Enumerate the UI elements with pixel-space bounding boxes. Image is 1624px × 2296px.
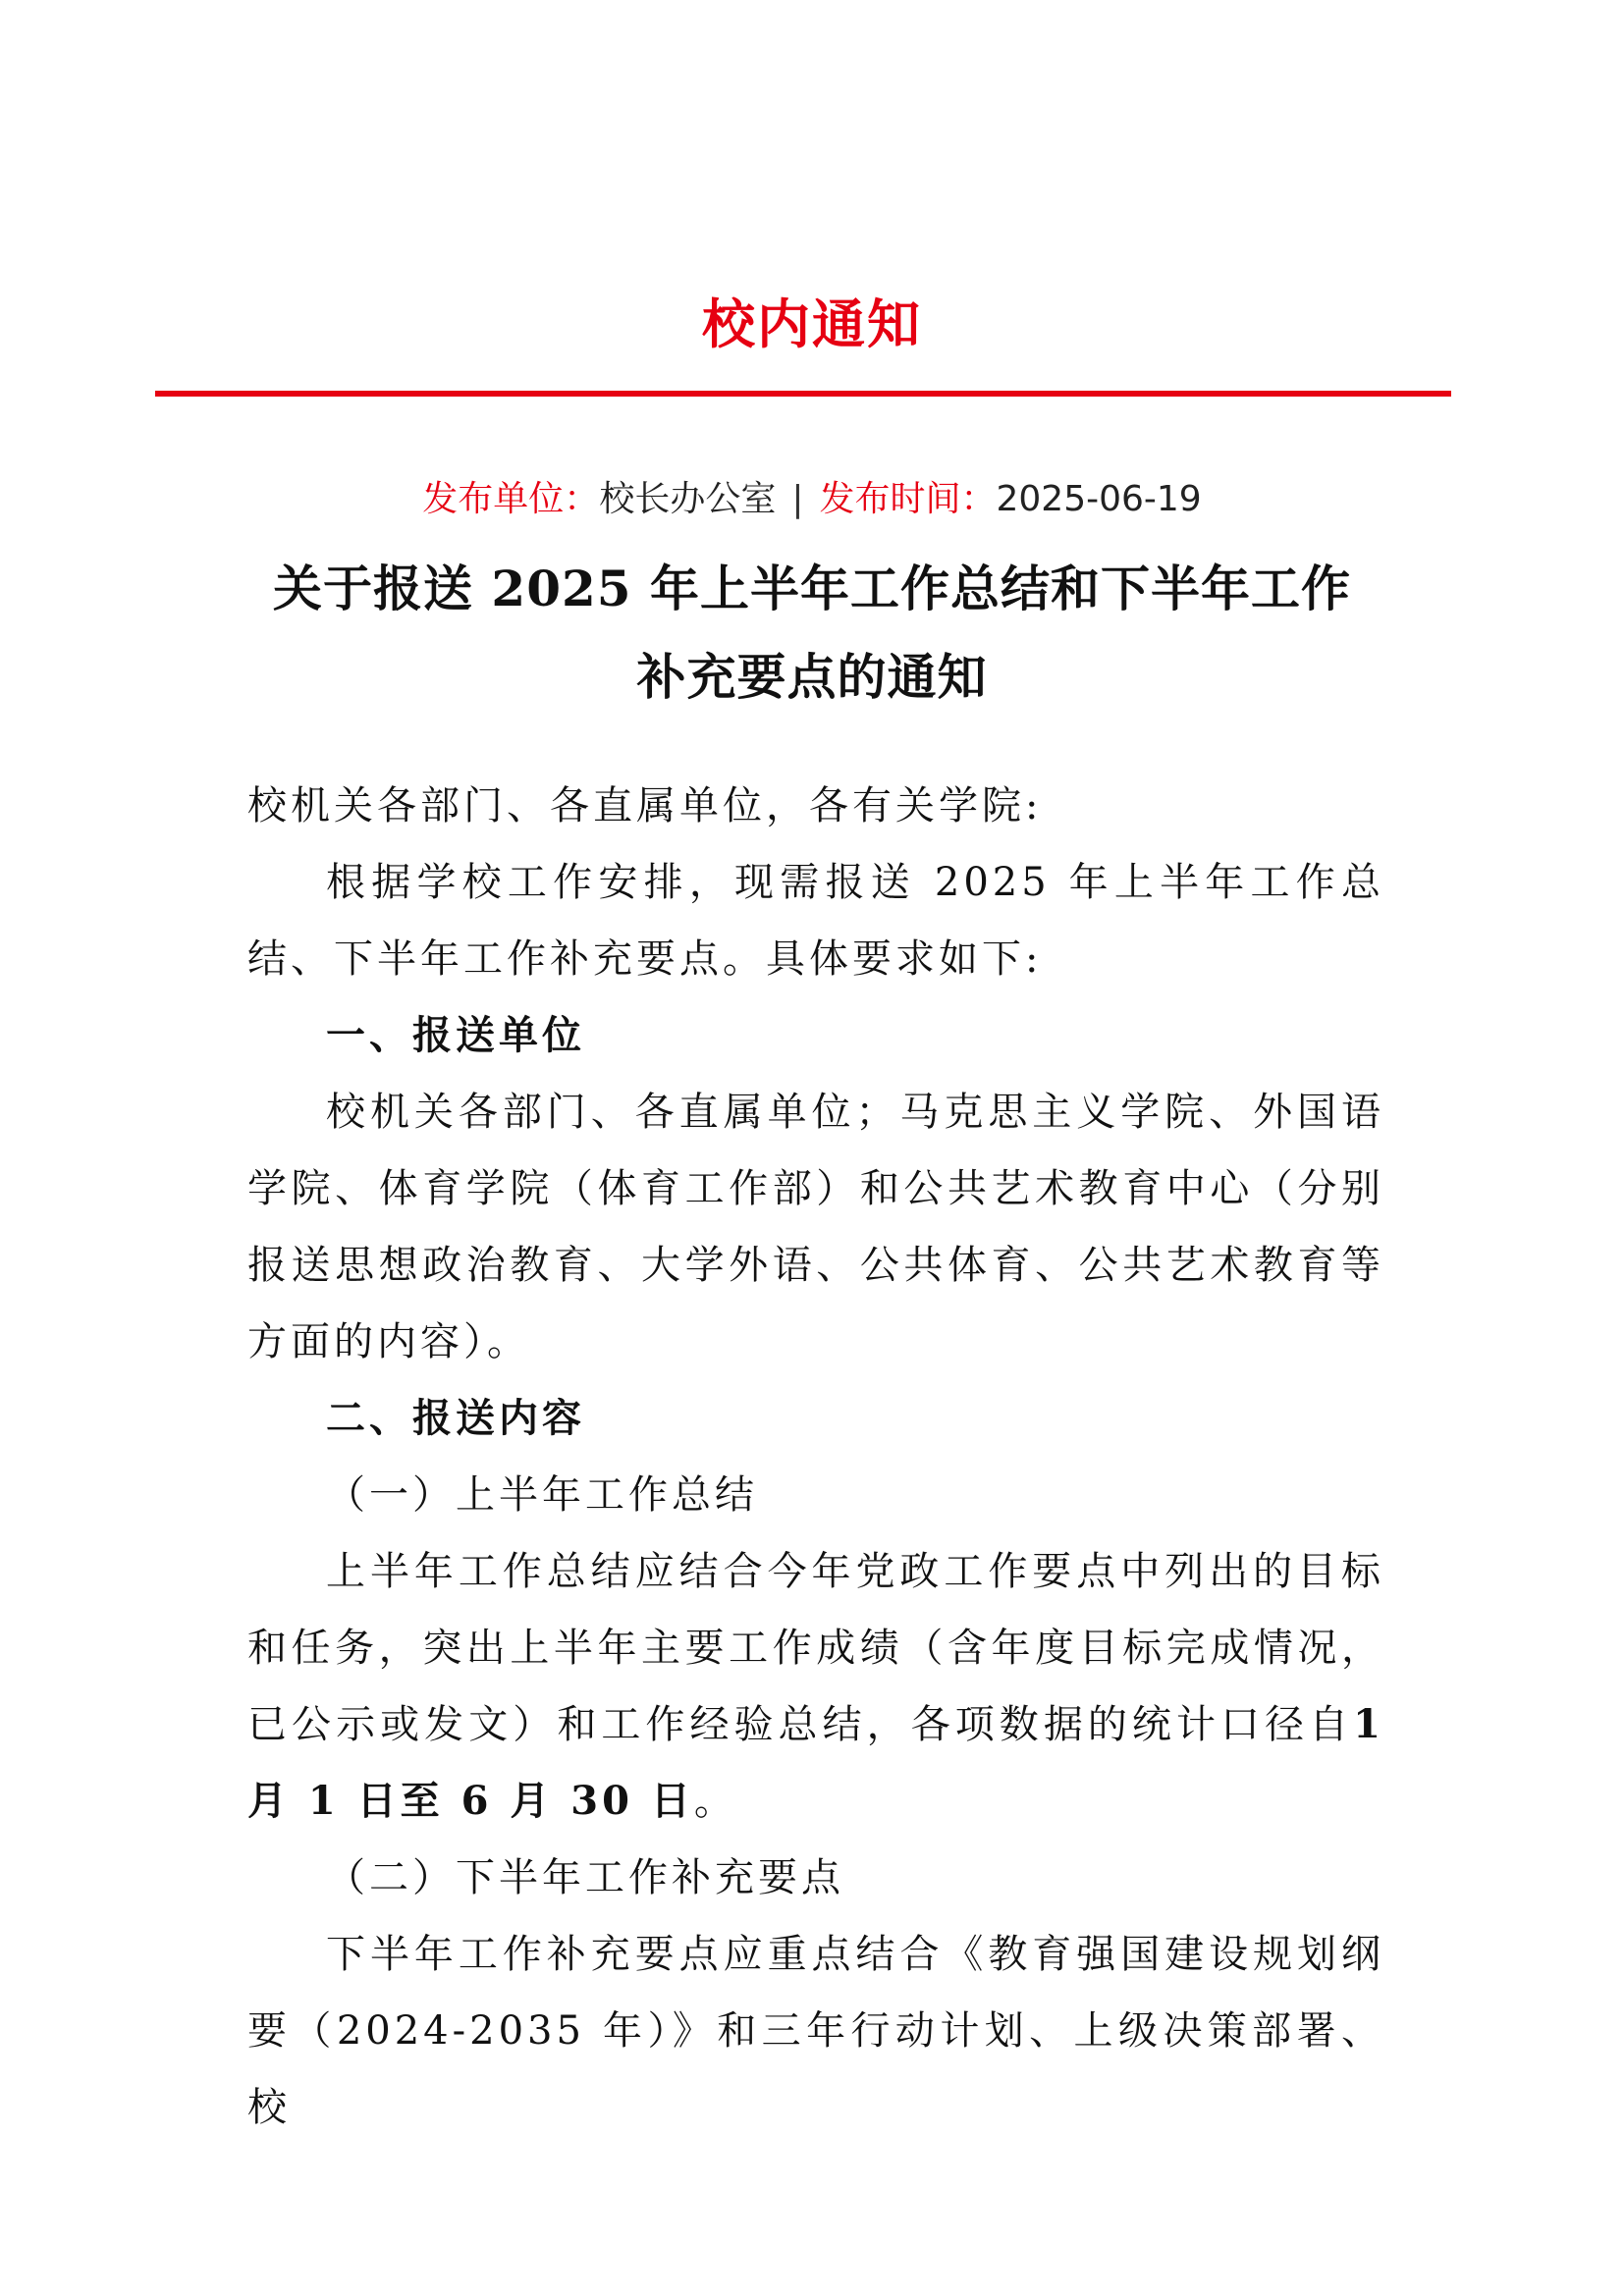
subsection-1-paragraph [247,1533,1384,1840]
section-2-heading: 二、报送内容 [326,1396,585,1441]
section-1-paragraph: 校机关各部门、各直属单位；马克思主义学院、外国语学院、体育学院（体育工作部）和公共艺术教育中心（分别报送思想政治教育、大学外语、公共体育、公共艺术教育等方面的内容）。 [247,1090,1384,1364]
subsection-1-text: 上半年工作总结应结合今年党政工作要点中列出的目标和任务，突出上半年主要工作成绩（含年度目标完成情况，已公示或发文）和工作经验总结，各项数据的统计口径自 [247,1549,1384,1747]
salutation: 校机关各部门、各直属单位，各有关学院: [247,783,1043,828]
document-title-line-1: 关于报送 2025 年上半年工作总结和下半年工作 [273,560,1351,617]
intro-paragraph: 根据学校工作安排，现需报送 2025 年上半年工作总结、下半年工作补充要点。具体要求如下: [247,860,1384,982]
publish-time-value: 2025-06-19 [996,479,1202,519]
publish-unit-value: 校长办公室 [599,479,777,519]
subsection-2-heading: （二）下半年工作补充要点 [326,1855,844,1900]
masthead-title: 校内通知 [702,294,922,355]
meta-separator: | [791,479,804,519]
publish-time-label: 发布时间： [819,479,997,519]
date-range-emphasis: 1 月 1 日至 6 月 30 日 [247,1701,1384,1824]
publish-meta [0,471,1624,521]
publish-unit-label: 发布单位： [422,479,600,519]
subsection-1-heading: （一）上半年工作总结 [326,1472,758,1518]
document-body [247,768,1384,2146]
document-title-line-2: 补充要点的通知 [636,648,988,706]
red-divider [155,391,1451,397]
section-1-heading: 一、报送单位 [326,1013,585,1058]
subsection-2-paragraph: 下半年工作补充要点应重点结合《教育强国建设规划纲要（2024-2035 年）》和三年行动计划、上级决策部署、校 [247,1932,1384,2130]
subsection-1-end: 。 [693,1779,737,1824]
